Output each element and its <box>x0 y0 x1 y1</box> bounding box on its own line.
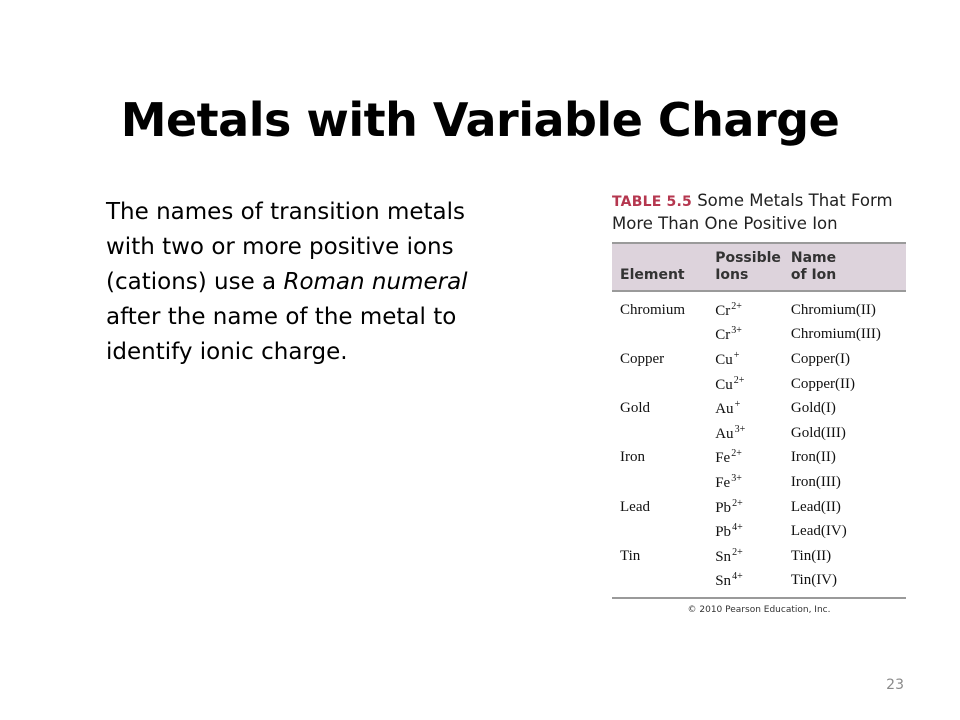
cell-ion <box>707 347 783 372</box>
ion-table-figure <box>612 190 906 620</box>
table-row <box>612 519 906 544</box>
ion-charge: 2+ <box>731 448 742 460</box>
cell-ion <box>707 470 783 495</box>
body-text-start: The names of transition metals with two or more positive ions (cations) use a <box>106 199 466 295</box>
table-row <box>612 446 906 471</box>
ion-charge: 4+ <box>732 571 743 583</box>
cell-ion <box>707 291 783 323</box>
cell-element <box>612 323 707 348</box>
cell-ion-name: Tin(II) <box>790 547 832 564</box>
cell-ion <box>707 569 783 594</box>
cell-ion-name: Tin(IV) <box>790 572 838 589</box>
ion-symbol: Au <box>715 401 734 418</box>
body-paragraph <box>106 195 506 370</box>
body-text-end: after the name of the metal to identify ionic charge. <box>106 304 457 365</box>
table-row <box>612 569 906 594</box>
header-possible-ions-line1: Possible <box>715 250 781 266</box>
ion-charge: 2+ <box>732 497 743 509</box>
cell-element <box>612 519 707 544</box>
ion-symbol: Fe <box>715 474 731 491</box>
ion-charge: 2+ <box>733 374 745 386</box>
cell-ion-name: Chromium(III) <box>790 326 881 343</box>
table-row <box>612 470 906 495</box>
table-number: TABLE 5.5 <box>612 194 692 210</box>
cell-ion-name: Lead(II) <box>790 498 841 515</box>
page-number: 23 <box>886 677 904 693</box>
table-caption-text: Some Metals That Form More Than One Positive Ion <box>612 191 893 233</box>
ion-table <box>612 242 906 593</box>
cell-element: Gold <box>620 400 650 417</box>
ion-charge: 3+ <box>731 472 742 484</box>
cell-ion <box>707 544 783 569</box>
cell-element <box>612 470 707 495</box>
header-possible-ions <box>707 243 783 291</box>
header-element: Element <box>612 243 707 291</box>
cell-element: Chromium <box>620 301 686 318</box>
cell-element <box>612 372 707 397</box>
cell-ion-name: Iron(II) <box>790 449 836 466</box>
cell-ion-name: Gold(I) <box>790 400 836 417</box>
cell-ion-name: Lead(IV) <box>790 523 847 540</box>
ion-charge: 3+ <box>734 423 746 435</box>
cell-element: Tin <box>620 547 641 564</box>
cell-element: Copper <box>620 350 665 367</box>
ion-symbol: Cu <box>715 351 733 368</box>
cell-ion <box>707 495 783 520</box>
table-bottom-rule <box>612 597 906 599</box>
table-row <box>612 323 906 348</box>
ion-charge: + <box>733 349 740 361</box>
table-header-row <box>612 243 906 291</box>
slide-title: Metals with Variable Charge <box>120 92 840 147</box>
cell-ion <box>707 372 783 397</box>
cell-ion <box>707 519 783 544</box>
cell-ion-name: Gold(III) <box>790 424 846 441</box>
cell-ion-name: Copper(I) <box>790 350 851 367</box>
table-row <box>612 347 906 372</box>
cell-element <box>612 421 707 446</box>
table-row <box>612 291 906 323</box>
ion-charge: 2+ <box>732 546 743 558</box>
cell-ion <box>707 446 783 471</box>
header-name-of-ion-line2: of Ion <box>790 267 837 283</box>
ion-charge: 3+ <box>731 325 742 337</box>
table-row <box>612 396 906 421</box>
table-row <box>612 544 906 569</box>
ion-table-body <box>612 291 906 593</box>
table-row <box>612 495 906 520</box>
table-row <box>612 372 906 397</box>
cell-element: Lead <box>620 498 650 515</box>
roman-numeral-emphasis: Roman numeral <box>283 269 468 295</box>
ion-symbol: Pb <box>715 499 732 516</box>
cell-element: Iron <box>620 449 645 466</box>
header-possible-ions-line2: Ions <box>715 267 749 283</box>
header-name-of-ion <box>783 243 906 291</box>
header-name-of-ion-line1: Name <box>790 250 837 266</box>
cell-element <box>612 569 707 594</box>
ion-symbol: Fe <box>715 450 731 467</box>
ion-charge: + <box>734 399 741 411</box>
cell-ion <box>707 396 783 421</box>
ion-symbol: Sn <box>715 548 732 565</box>
ion-symbol: Sn <box>715 573 732 590</box>
ion-symbol: Cr <box>715 302 731 319</box>
ion-symbol: Pb <box>715 524 732 541</box>
table-caption <box>612 190 906 234</box>
ion-charge: 2+ <box>731 300 742 312</box>
cell-ion-name: Iron(III) <box>790 473 841 490</box>
cell-ion <box>707 323 783 348</box>
ion-symbol: Cu <box>715 376 733 393</box>
cell-ion-name: Copper(II) <box>790 375 856 392</box>
ion-symbol: Cr <box>715 327 731 344</box>
cell-ion-name: Chromium(II) <box>790 301 876 318</box>
ion-symbol: Au <box>715 425 734 442</box>
ion-charge: 4+ <box>732 522 743 534</box>
cell-ion <box>707 421 783 446</box>
table-row <box>612 421 906 446</box>
copyright-notice: © 2010 Pearson Education, Inc. <box>687 605 831 616</box>
